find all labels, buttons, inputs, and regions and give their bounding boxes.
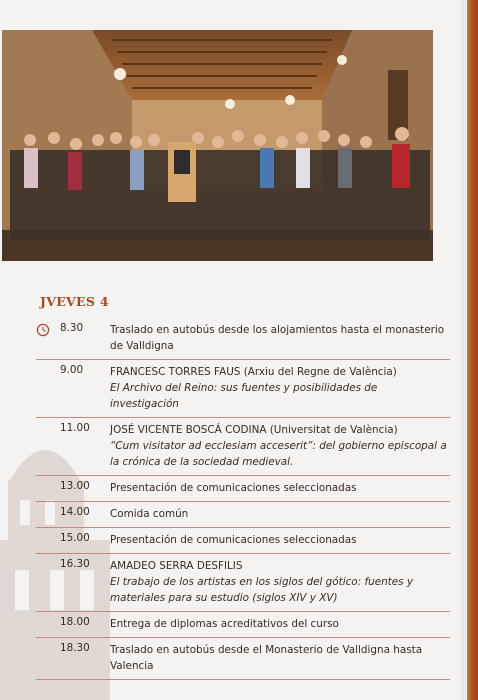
schedule-text: Traslado en autobús desde el Monasterio de Valldigna hasta Valencia (110, 644, 423, 672)
schedule-time: 11.00 (60, 422, 90, 434)
speaker-line: AMADEO SERRA DESFILIS (110, 560, 243, 572)
schedule-text: Presentación de comunicaciones seleccionadas (110, 534, 357, 546)
schedule-time: 15.00 (60, 532, 90, 544)
talk-title: “Cum visitator ad ecclesiam acceserit”: del gobierno episcopal a (110, 440, 447, 452)
schedule-content (110, 364, 450, 412)
schedule-content (110, 558, 450, 606)
schedule-text: Presentación de comunicaciones seleccionadas (110, 482, 357, 494)
talk-title: la crónica de la sociedad medieval. (110, 456, 294, 468)
schedule-content (110, 506, 450, 522)
schedule-time: 18.00 (60, 616, 90, 628)
schedule-text: Entrega de diplomas acreditativos del curso (110, 618, 339, 630)
schedule-time: 14.00 (60, 506, 90, 518)
orange-edge-strip (467, 0, 478, 700)
talk-title: El trabajo de los artistas en los siglos del gótico: fuentes y (110, 576, 414, 588)
group-photo (2, 30, 433, 261)
schedule-text: Comida común (110, 508, 189, 520)
schedule-time: 8.30 (60, 322, 84, 334)
schedule-row (36, 638, 450, 680)
schedule-text: de Valldigna (110, 340, 174, 352)
talk-title: materiales para su estudio (siglos XIV y XV) (110, 592, 338, 604)
schedule-row (36, 476, 450, 502)
schedule-row (36, 360, 450, 418)
schedule-content (110, 642, 450, 674)
clock-icon (36, 323, 50, 337)
schedule-content (110, 422, 450, 470)
schedule-list (36, 318, 450, 680)
schedule-time: 16.30 (60, 558, 90, 570)
schedule-row (36, 418, 450, 476)
schedule-content (110, 322, 450, 354)
day-title: JVEVES 4 (40, 294, 109, 309)
schedule-text: Traslado en autobús desde los alojamientos hasta el monasterio (110, 324, 445, 336)
schedule-row (36, 502, 450, 528)
schedule-time: 18.30 (60, 642, 90, 654)
schedule-row (36, 554, 450, 612)
speaker-line: JOSÉ VICENTE BOSCÁ CODINA (Universitat de València) (110, 424, 398, 436)
talk-title: El Archivo del Reino: sus fuentes y posibilidades de investigación (110, 382, 378, 410)
schedule-content (110, 532, 450, 548)
speaker-line: FRANCESC TORRES FAUS (Arxiu del Regne de València) (110, 366, 397, 378)
schedule-content (110, 480, 450, 496)
schedule-time: 13.00 (60, 480, 90, 492)
schedule-time: 9.00 (60, 364, 84, 376)
schedule-content (110, 616, 450, 632)
schedule-row (36, 612, 450, 638)
schedule-row (36, 318, 450, 360)
schedule-row (36, 528, 450, 554)
